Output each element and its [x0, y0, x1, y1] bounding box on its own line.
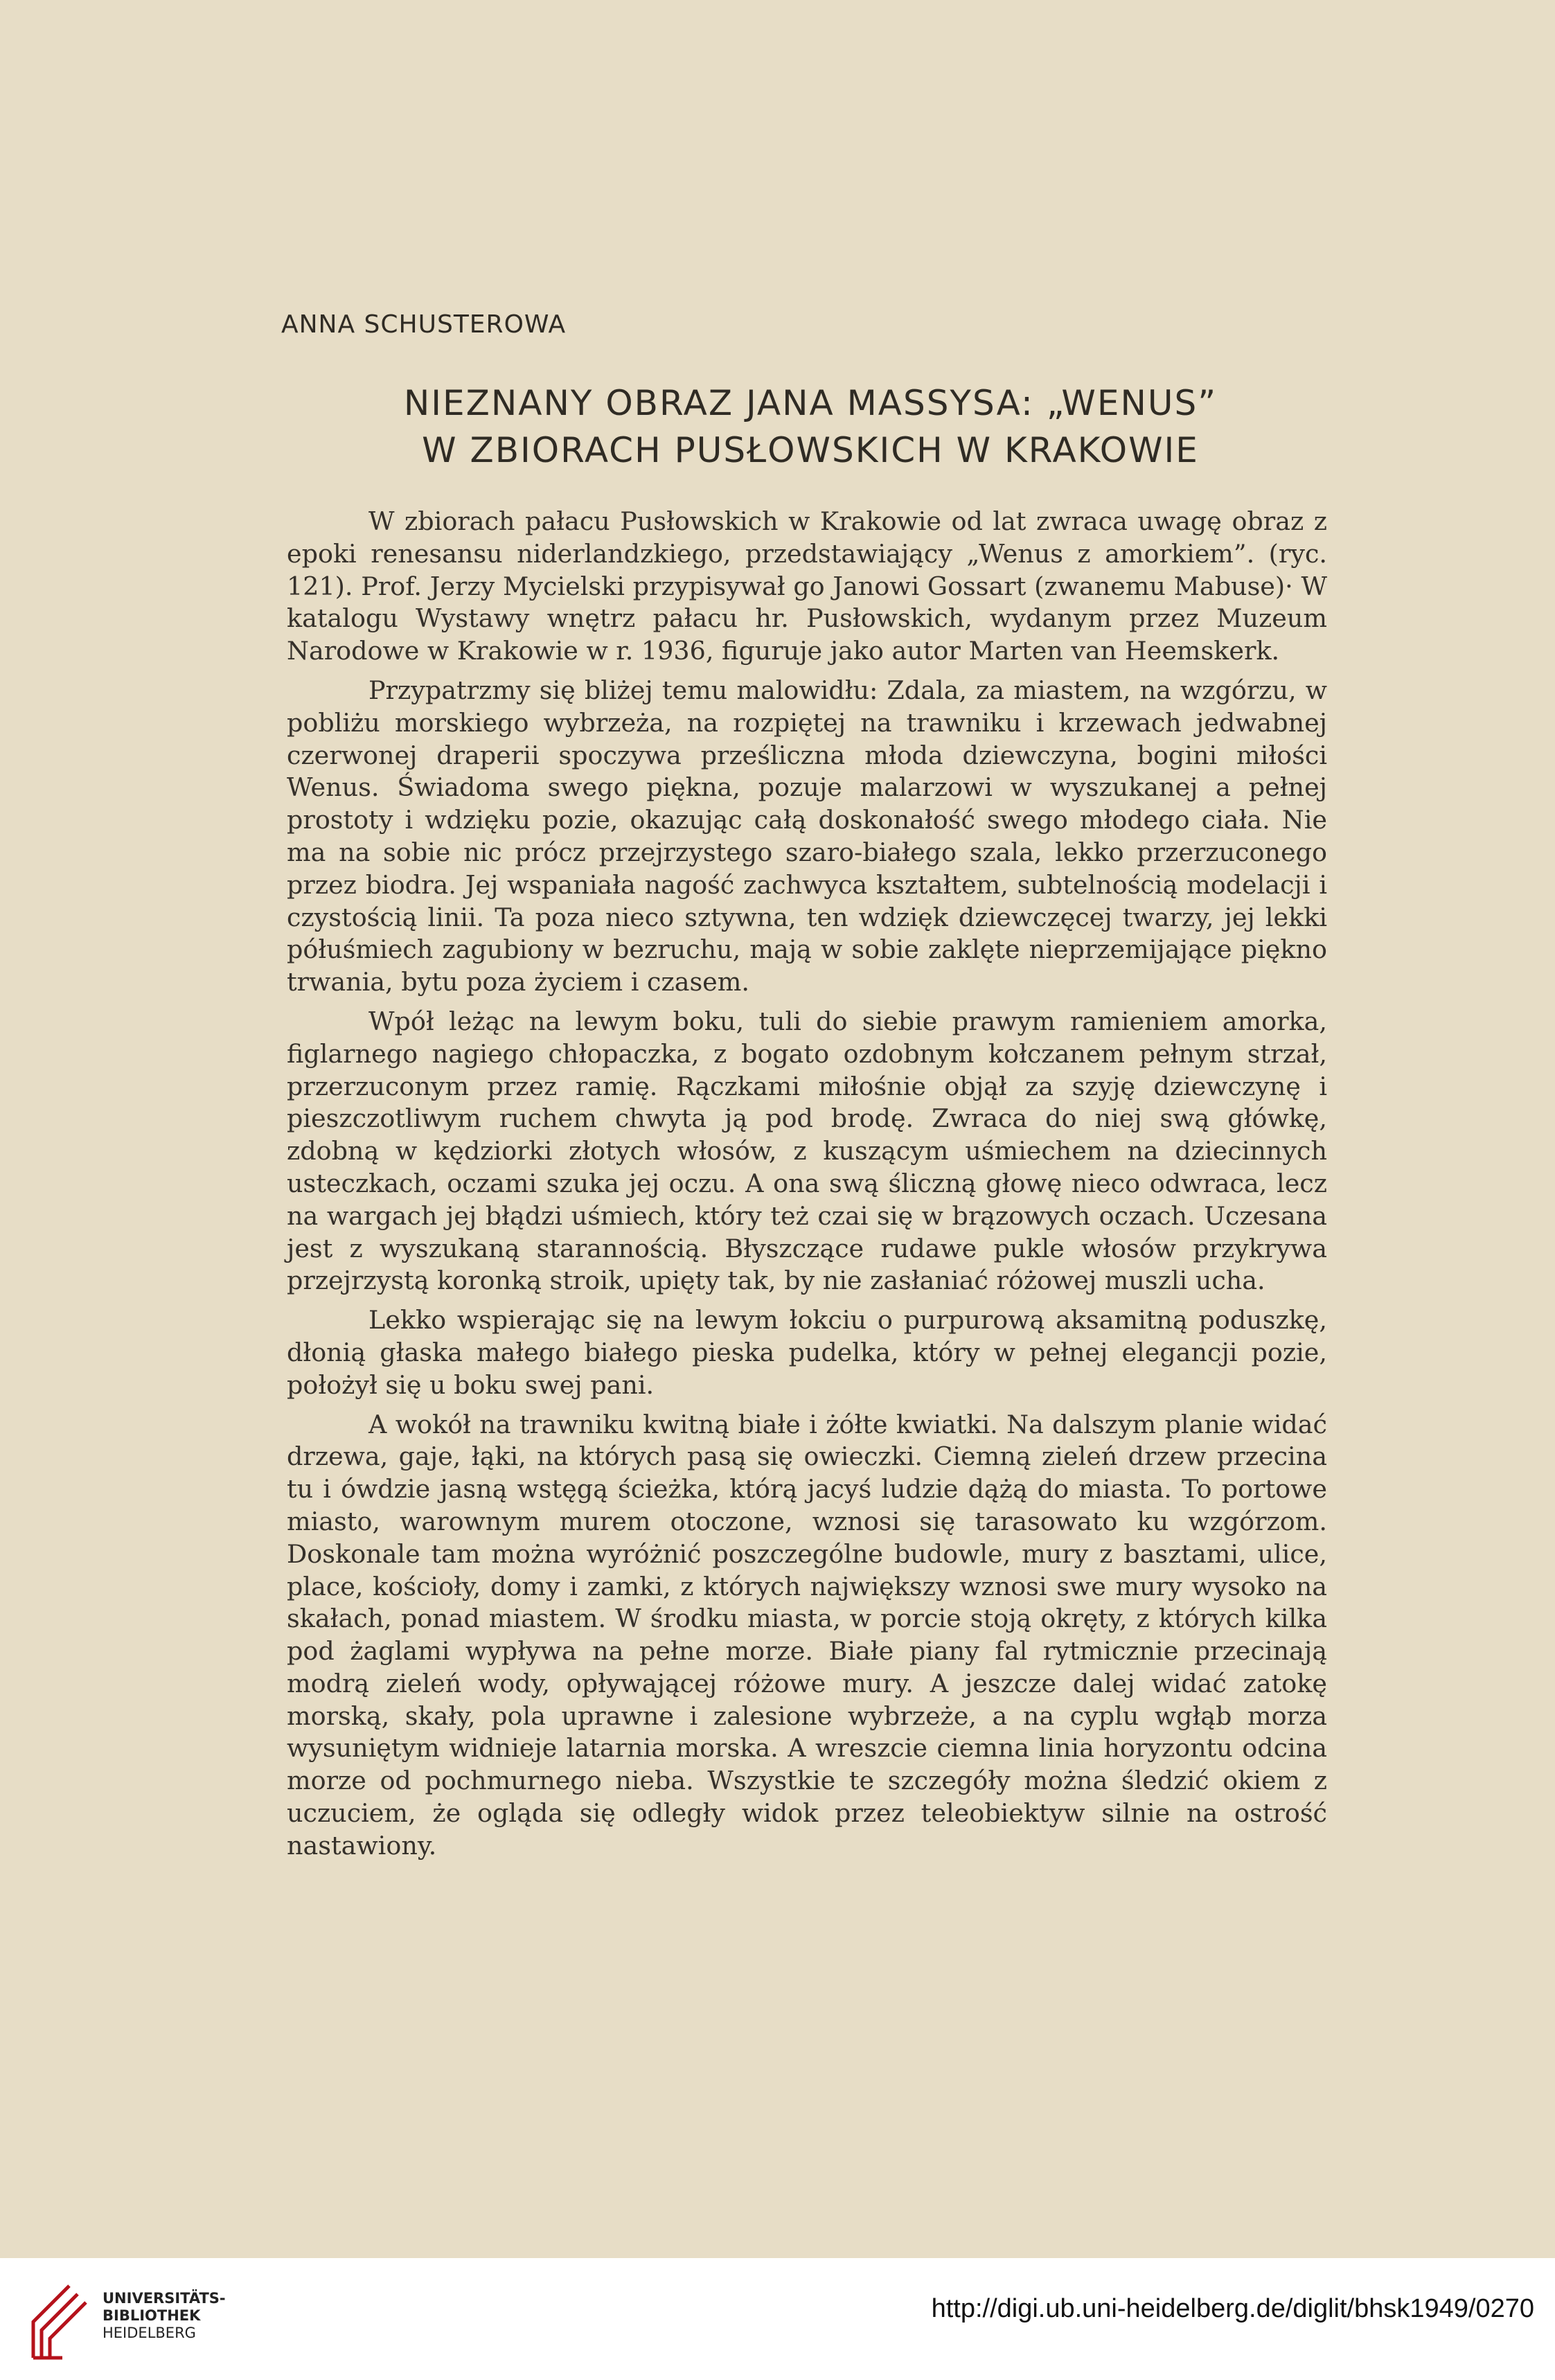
title-line-1: NIEZNANY OBRAZ JANA MASSYSA: „WENUS”: [403, 383, 1218, 423]
library-name-line-2: BIBLIOTHEK: [103, 2307, 201, 2324]
library-name-line-3: HEIDELBERG: [103, 2325, 196, 2341]
paragraph: Przypatrzmy się bliżej temu malowidłu: Zdala, za miastem, na wzgórzu, w pobliżu morskiego wybrzeża, na rozpiętej na trawniku i krzewach jedwabnej czerwonej draperii spoczywa prześliczna młoda dziewczyna, bogini miłości Wenus. Świadoma swego piękna, pozuje malarzowi w wyszukanej a pełnej prostoty i wdzięku pozie, okazując całą doskonałość swego młodego ciała. Nie ma na sobie nic prócz przejrzystego szaro-białego szala, lekko przerzuconego przez biodra. Jej wspaniała nagość zachwyca kształtem, subtelnością modelacji i czystością linii. Ta poza nieco sztywna, ten wdzięk dziewczęcej twarzy, jej lekki półuśmiech zagubiony w bezruchu, mają w sobie zaklęte nieprzemijające piękno trwania, bytu poza życiem i czasem.: [287, 675, 1327, 997]
library-name-line-1: UNIVERSITÄTS-: [103, 2290, 226, 2307]
paragraph: W zbiorach pałacu Pusłowskich w Krakowie od lat zwraca uwagę obraz z epoki renesansu niderlandzkiego, przedstawiający „Wenus z amorkiem”. (ryc. 121). Prof. Jerzy Mycielski przypisywał go Janowi Gossart (zwanemu Mabuse)· W katalogu Wystawy wnętrz pałacu hr. Pusłowskich, wydanym przez Muzeum Narodowe w Krakowie w r. 1936, figuruje jako autor Marten van Heemskerk.: [287, 506, 1327, 666]
article-title: [291, 380, 1330, 474]
paragraph: Wpół leżąc na lewym boku, tuli do siebie prawym ramieniem amorka, figlarnego nagiego chłopaczka, z bogato ozdobnym kołczanem pełnym strzał, przerzuconym przez ramię. Rączkami miłośnie objął za szyję dziewczynę i pieszczotliwym ruchem chwyta ją pod brodę. Zwraca do niej swą główkę, zdobną w kędziorki złotych włosów, z kuszącym uśmiechem na dziecinnych usteczkach, oczami szuka jej oczu. A ona swą śliczną głowę nieco odwraca, lecz na wargach jej błądzi uśmiech, który też czai się w brązowych oczach. Uczesana jest z wyszukaną starannością. Błyszczące rudawe pukle włosów przykrywa przejrzystą koronką stroik, upięty tak, by nie zasłaniać różowej muszli ucha.: [287, 1006, 1327, 1296]
source-url-link[interactable]: http://digi.ub.uni-heidelberg.de/diglit/bhsk1949/0270: [931, 2294, 1534, 2323]
digitization-footer: [0, 2258, 1555, 2380]
paragraph: Lekko wspierając się na lewym łokciu o purpurową aksamitną poduszkę, dłonią głaska małego białego pieska pudelka, który w pełnej elegancji pozie, położył się u boku swej pani.: [287, 1305, 1327, 1400]
article-body: [287, 506, 1327, 1870]
university-library-logo-icon: [21, 2280, 90, 2363]
title-line-2: W ZBIORACH PUSŁOWSKICH W KRAKOWIE: [422, 430, 1199, 470]
paragraph: A wokół na trawniku kwitną białe i żółte kwiatki. Na dalszym planie widać drzewa, gaje, łąki, na których pasą się owieczki. Ciemną zieleń drzew przecina tu i ówdzie jasną wstęgą ścieżka, którą jacyś ludzie dążą do miasta. To portowe miasto, warownym murem otoczone, wznosi się tarasowato ku wzgórzom. Doskonale tam można wyróżnić poszczególne budowle, mury z basztami, ulice, place, kościoły, domy i zamki, z których największy wznosi swe mury wysoko na skałach, ponad miastem. W środku miasta, w porcie stoją okręty, z których kilka pod żaglami wypływa na pełne morze. Białe piany fal rytmicznie przecinają modrą zieleń wody, opływającej różowe mury. A jeszcze dalej widać zatokę morską, skały, pola uprawne i zalesione wybrzeże, a na cyplu wgłąb morza wysuniętym widnieje latarnia morska. A wreszcie ciemna linia horyzontu odcina morze od pochmurnego nieba. Wszystkie te szczegóły można śledzić okiem z uczuciem, że ogląda się odległy widok przez teleobiektyw silnie na ostrość nastawiony.: [287, 1409, 1327, 1861]
article-author: ANNA SCHUSTEROWA: [281, 310, 567, 339]
library-name: [103, 2290, 226, 2342]
